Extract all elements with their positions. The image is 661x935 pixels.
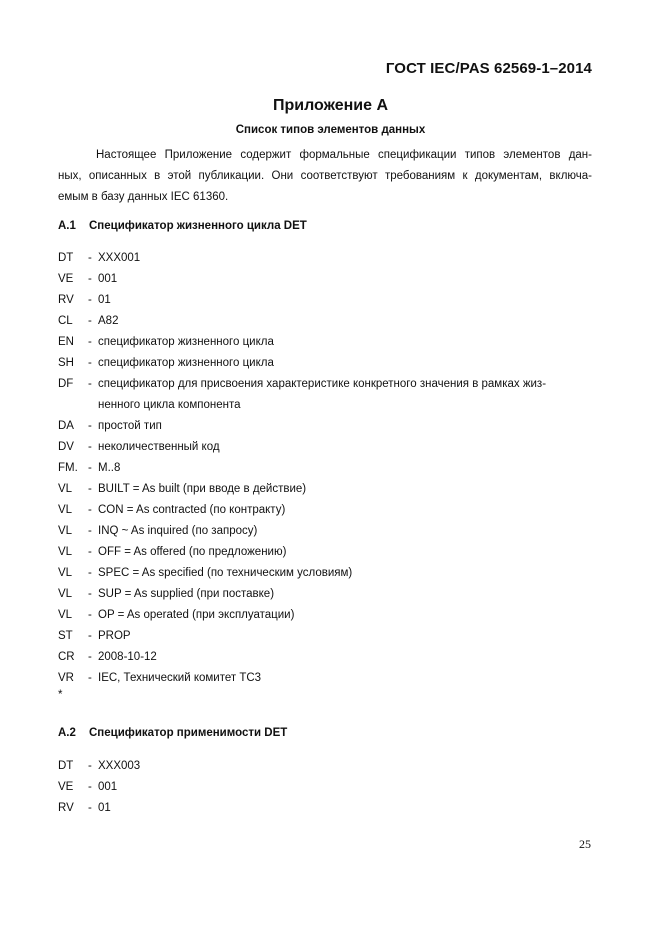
entry-key: VL [58,567,73,579]
entry-dash: - [88,630,92,642]
entry-value: спецификатор жизненного цикла [98,336,274,348]
entry-value-line: спецификатор для присвоения характеристике конкретного значения в рамках жиз- [98,378,547,390]
entry-row [58,416,592,437]
entry-row [58,437,592,458]
entry-value: BUILT = As built (при вводе в действие) [98,483,307,495]
entry-value: 001 [98,273,118,285]
intro-line: Настоящее Приложение содержит формальные спецификации типов элементов дан- [96,149,592,161]
entry-dash: - [88,462,92,474]
entry-row [58,798,592,819]
entry-key: CL [58,315,73,327]
entry-row [58,668,592,689]
entry-key: RV [58,802,74,814]
entry-value: 01 [98,802,111,814]
entry-row [58,777,592,798]
entry-row [58,311,592,332]
entry-key: VL [58,504,73,516]
entry-dash: - [88,378,92,390]
entry-key: DA [58,420,74,432]
entry-dash: - [88,273,92,285]
entry-value [98,374,592,416]
entry-key: VL [58,609,73,621]
entry-terminator-row [58,689,592,705]
entry-row [58,374,592,416]
entry-value: 01 [98,294,111,306]
entry-key: VL [58,483,73,495]
entry-row [58,290,592,311]
entry-key: DT [58,760,74,772]
entry-dash: - [88,294,92,306]
entry-dash: - [88,781,92,793]
section-title: Спецификатор жизненного цикла DET [89,220,307,232]
entry-dash: - [88,672,92,684]
entry-row [58,542,592,563]
entry-row [58,756,592,777]
entry-key: CR [58,651,75,663]
appendix-subtitle: Список типов элементов данных [235,124,426,136]
entry-key: VE [58,781,74,793]
entry-row [58,458,592,479]
entry-dash: - [88,651,92,663]
entry-row [58,647,592,668]
entry-key: VL [58,588,73,600]
entry-dash: - [88,609,92,621]
entry-key: ST [58,630,73,642]
entry-key: DT [58,252,74,264]
entry-dash: - [88,357,92,369]
entry-value: INQ ~ As inquired (по запросу) [98,525,258,537]
standard-code: ГОСТ IEC/PAS 62569-1–2014 [385,60,592,77]
section-entries [58,248,592,705]
entry-row [58,605,592,626]
entry-key: VL [58,525,73,537]
entry-value: XXX003 [98,760,141,772]
entry-row [58,332,592,353]
entry-key: DV [58,441,74,453]
entry-value: A82 [98,315,119,327]
entry-key: VR [58,672,74,684]
entry-dash: - [88,802,92,814]
entry-row [58,521,592,542]
entry-dash: - [88,315,92,327]
page-number: 25 [579,837,591,851]
section-heading [58,727,287,739]
entry-dash: - [88,588,92,600]
entry-value-line: ненного цикла компонента [98,399,241,411]
entry-value: M..8 [98,462,121,474]
intro-line: ных, описанных в этой публикации. Они соответствуют требованиям к документам, включа- [58,170,592,182]
appendix-title: Приложение А [272,97,389,114]
entry-dash: - [88,567,92,579]
entry-value: простой тип [98,420,162,432]
section-title: Спецификатор применимости DET [89,727,288,739]
entry-row [58,269,592,290]
entry-value: неколичественный код [98,441,220,453]
entry-value: XXX001 [98,252,141,264]
entry-value: CON = As contracted (по контракту) [98,504,286,516]
entry-row [58,353,592,374]
entry-dash: - [88,760,92,772]
entry-key: VL [58,546,73,558]
entry-key: EN [58,336,74,348]
entry-dash: - [88,546,92,558]
entry-dash: - [88,525,92,537]
entry-key: FM. [58,462,78,474]
intro-paragraph [58,145,592,208]
entry-value: OP = As operated (при эксплуатации) [98,609,295,621]
entry-value: PROP [98,630,131,642]
entry-row [58,584,592,605]
entry-value: 2008-10-12 [98,651,157,663]
intro-line: емым в базу данных IEC 61360. [58,191,229,203]
entry-value: SUP = As supplied (при поставке) [98,588,275,600]
entry-dash: - [88,483,92,495]
entry-key: RV [58,294,74,306]
entry-terminator: * [58,689,63,701]
entry-value: 001 [98,781,118,793]
entry-row [58,500,592,521]
entry-value: спецификатор жизненного цикла [98,357,274,369]
entry-row [58,248,592,269]
section-number: А.2 [58,727,76,739]
entry-row [58,563,592,584]
section-number: А.1 [58,220,76,232]
entry-dash: - [88,336,92,348]
entry-row [58,626,592,647]
entry-dash: - [88,252,92,264]
entry-key: DF [58,378,74,390]
entry-value: IEC, Технический комитет ТС3 [98,672,262,684]
section-entries [58,756,592,819]
entry-dash: - [88,504,92,516]
entry-row [58,479,592,500]
section-heading [58,220,307,232]
entry-value: OFF = As offered (по предложению) [98,546,287,558]
entry-value: SPEC = As specified (по техническим условиям) [98,567,353,579]
entry-dash: - [88,420,92,432]
entry-dash: - [88,441,92,453]
entry-key: VE [58,273,74,285]
entry-key: SH [58,357,74,369]
